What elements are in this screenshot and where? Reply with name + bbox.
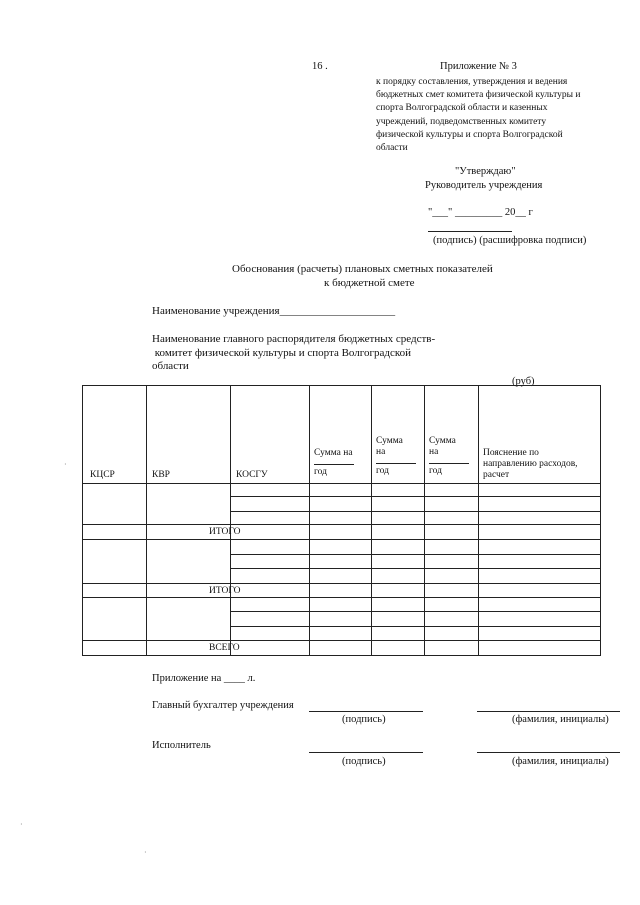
scan-speck: · (144, 848, 147, 857)
appendix-line: спорта Волгоградской области и казенных (376, 103, 548, 114)
scan-speck: · (20, 820, 23, 829)
page-number-mark: . (325, 61, 328, 72)
document-title-line2: к бюджетной смете (324, 277, 415, 289)
approval-signature-caption: (подпись) (расшифровка подписи) (433, 235, 587, 246)
institution-label: Наименование учреждения_____________________ (152, 305, 396, 317)
header-kvr: КВР (152, 470, 170, 480)
appendix-line: бюджетных смет комитета физической культуры и (376, 90, 581, 101)
approval-role: Руководитель учреждения (425, 180, 543, 191)
year-blank-line (376, 458, 416, 464)
main-manager-line: комитет физической культуры и спорта Волгоградской (152, 346, 412, 359)
scan-speck: · (64, 460, 67, 469)
appendix-line: области (376, 143, 408, 154)
appendix-line: учреждений, подведомственных комитету (376, 116, 547, 127)
header-note-line: расчет (483, 470, 510, 480)
header-note-line: направлению расходов, (483, 459, 578, 469)
header-note (483, 448, 578, 481)
total-row-2-label: ИТОГО (209, 586, 241, 596)
currency-unit: (руб) (512, 376, 535, 387)
executor-name-caption: (фамилия, инициалы) (512, 756, 609, 767)
main-manager-line: области (152, 360, 189, 372)
header-sum-1-label: Сумма на (314, 448, 353, 458)
header-sum-3-label2: на (429, 447, 439, 457)
appendix-line: физической культуры и спорта Волгоградской (376, 129, 563, 140)
total-row-1-label: ИТОГО (209, 527, 241, 537)
header-sum-3-year: год (429, 466, 442, 476)
header-sum-2-label: Сумма (376, 436, 403, 446)
table-border (83, 386, 601, 656)
chief-accountant-name-line (477, 711, 620, 712)
executor-name-line (477, 752, 620, 753)
year-blank-line (429, 458, 469, 464)
grand-total-label: ВСЕГО (209, 643, 240, 653)
chief-accountant-signature-caption: (подпись) (342, 714, 386, 725)
year-blank-line (314, 459, 354, 465)
header-note-line: Пояснение по (483, 448, 539, 458)
executor-label: Исполнитель (152, 740, 211, 751)
page-number: 16 . (312, 61, 328, 72)
header-sum-2 (376, 436, 416, 477)
chief-accountant-name-caption: (фамилия, инициалы) (512, 714, 609, 725)
main-manager-line: Наименование главного распорядителя бюджетных средств- (152, 333, 436, 345)
approval-date-line: "___" _________ 20__ г (428, 207, 533, 218)
approval-title: "Утверждаю" (455, 166, 516, 177)
document-title-line1: Обоснования (расчеты) плановых сметных показателей (232, 263, 493, 275)
header-sum-3-label: Сумма (429, 436, 456, 446)
header-sum-2-label2: на (376, 447, 386, 457)
appendix-line: к порядку составления, утверждения и ведения (376, 77, 568, 87)
header-kosgu: КОСГУ (236, 470, 268, 480)
header-sum-1 (314, 448, 354, 478)
executor-signature-line (309, 752, 423, 753)
executor-signature-caption: (подпись) (342, 756, 386, 767)
header-sum-2-year: год (376, 466, 389, 476)
chief-accountant-label: Главный бухгалтер учреждения (152, 700, 294, 711)
appendix-title: Приложение № 3 (440, 61, 517, 72)
header-kcsr: КЦСР (90, 470, 115, 480)
header-sum-3 (429, 436, 469, 477)
chief-accountant-signature-line (309, 711, 423, 712)
attachment-line: Приложение на ____ л. (152, 673, 256, 684)
header-sum-1-year: год (314, 467, 327, 477)
